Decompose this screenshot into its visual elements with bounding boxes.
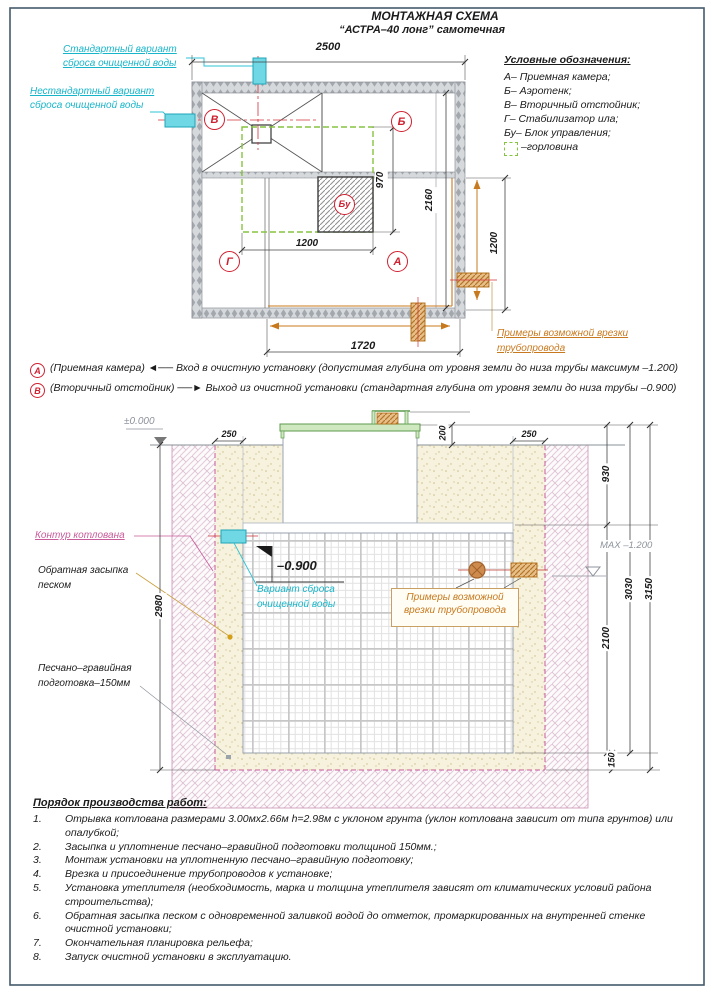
chamber-a-marker: А bbox=[387, 251, 408, 272]
worklist-item: 2. Засыпка и уплотнение песчано–гравийной подготовки толщиной 150мм.; bbox=[33, 840, 437, 853]
worklist-item: 8. Запуск очистной установки в эксплуатацию. bbox=[33, 950, 292, 963]
legend-gorlovina-label: –горловина bbox=[521, 141, 579, 153]
dim-970: 970 bbox=[374, 171, 386, 189]
legend-item-a: А– Приемная камера; bbox=[504, 71, 611, 83]
section-discharge-label-2: очищенной воды bbox=[257, 599, 336, 610]
worklist-title: Порядок производства работ: bbox=[33, 797, 207, 809]
chamber-g-marker: Г bbox=[219, 251, 240, 272]
control-unit-marker: Бу bbox=[334, 194, 355, 215]
worklist-item: 6. Обратная засыпка песком с одновременной заливкой водой до отметок, промаркированных на внутренней стенке очистной установки; bbox=[33, 909, 646, 936]
legend-item-bu: Бу– Блок управления; bbox=[504, 127, 611, 139]
dim-1200-gorlovina: 1200 bbox=[295, 238, 319, 249]
prep-label-1: Песчано–гравийная bbox=[38, 663, 132, 674]
dim-250-right: 250 bbox=[521, 429, 537, 439]
worklist bbox=[33, 813, 693, 965]
prep-label-2: подготовка–150мм bbox=[38, 678, 131, 689]
backfill-label-1: Обратная засыпка bbox=[38, 565, 129, 576]
drawing-title: МОНТАЖНАЯ СХЕМА bbox=[371, 9, 499, 23]
dim-200: 200 bbox=[437, 425, 448, 441]
tank-cap bbox=[280, 424, 420, 431]
worklist-item: 1. Отрывка котлована размерами 3.00мх2.66м h=2.98м с уклоном грунта (уклон котлована зависит от типа грунтов) или опалубкой; bbox=[33, 813, 673, 839]
nonstandard-discharge-label-2: сброса очищенной воды bbox=[30, 100, 144, 111]
worklist-item: 5. Установка утеплителя (необходимость, марка и толщина утеплителя зависят от климатических условий района строительства); bbox=[33, 881, 652, 908]
dim-1720: 1720 bbox=[350, 340, 376, 352]
backfill-label-2: песком bbox=[38, 580, 72, 591]
nonstandard-discharge-pipe bbox=[165, 114, 195, 127]
dim-930: 930 bbox=[600, 465, 612, 483]
legend-title: Условные обозначения: bbox=[504, 54, 631, 66]
note-inlet: А (Приемная камера) ◄── Вход в очистную установку (допустимая глубина от уровня земли до низа трубы максимум –1.200) bbox=[30, 361, 688, 378]
pipe-example-rect bbox=[511, 563, 537, 577]
dim-2100: 2100 bbox=[600, 626, 612, 650]
chamber-b-marker: Б bbox=[391, 111, 412, 132]
tank-neck bbox=[283, 431, 417, 523]
plan-view bbox=[150, 55, 511, 357]
section-discharge-label-1: Вариант сброса bbox=[257, 584, 335, 595]
pit-contour-label: Контур котлована bbox=[35, 530, 125, 541]
gorlovina-swatch bbox=[504, 142, 518, 156]
notes-block bbox=[30, 361, 688, 401]
section-pipe-note-box: Примеры возможной врезки трубопровода bbox=[391, 588, 519, 627]
nonstandard-discharge-label-1: Нестандартный вариант bbox=[30, 86, 155, 97]
standard-discharge-label-1: Стандартный вариант bbox=[63, 44, 177, 55]
dim-1200-right: 1200 bbox=[488, 231, 500, 255]
level-max: MAX –1.200 bbox=[600, 540, 653, 551]
standard-discharge-label-2: сброса очищенной воды bbox=[63, 58, 177, 69]
note-outlet: В (Вторичный отстойник) ──► Выход из очистной установки (стандартная глубина от уровня земли до низа трубы –0.900) bbox=[30, 381, 688, 398]
legend-item-b: Б– Аэротенк; bbox=[504, 85, 572, 97]
plan-pipe-note-2: трубопровода bbox=[497, 343, 566, 354]
dim-2980: 2980 bbox=[153, 594, 165, 618]
dim-150: 150 bbox=[606, 752, 617, 768]
level-900: –0.900 bbox=[277, 558, 317, 573]
chamber-v-marker: В bbox=[204, 109, 225, 130]
legend-item-v: В– Вторичный отстойник; bbox=[504, 99, 641, 111]
tank-lid bbox=[243, 523, 513, 533]
dim-2160: 2160 bbox=[423, 188, 435, 212]
note-a-marker: А bbox=[30, 363, 45, 378]
legend-item-g: Г– Стабилизатор ила; bbox=[504, 113, 619, 125]
note-v-marker: В bbox=[30, 383, 45, 398]
dim-2500: 2500 bbox=[315, 41, 341, 53]
dim-250-left: 250 bbox=[221, 429, 237, 439]
worklist-item: 3. Монтаж установки на уплотненную песчано–гравийную подготовку; bbox=[33, 854, 414, 867]
drawing-subtitle: “АСТРА–40 лонг” самотечная bbox=[339, 24, 505, 36]
cap-vent bbox=[377, 413, 398, 424]
level-zero: ±0.000 bbox=[124, 416, 155, 427]
dim-3030: 3030 bbox=[623, 577, 635, 601]
worklist-item: 7. Окончательная планировка рельефа; bbox=[33, 937, 253, 950]
dim-3150: 3150 bbox=[643, 577, 655, 601]
plan-pipe-note-1: Примеры возможной врезки bbox=[497, 328, 629, 339]
section-discharge-pipe bbox=[221, 530, 246, 543]
worklist-item: 4. Врезка и присоединение трубопроводов к установке; bbox=[33, 868, 333, 881]
